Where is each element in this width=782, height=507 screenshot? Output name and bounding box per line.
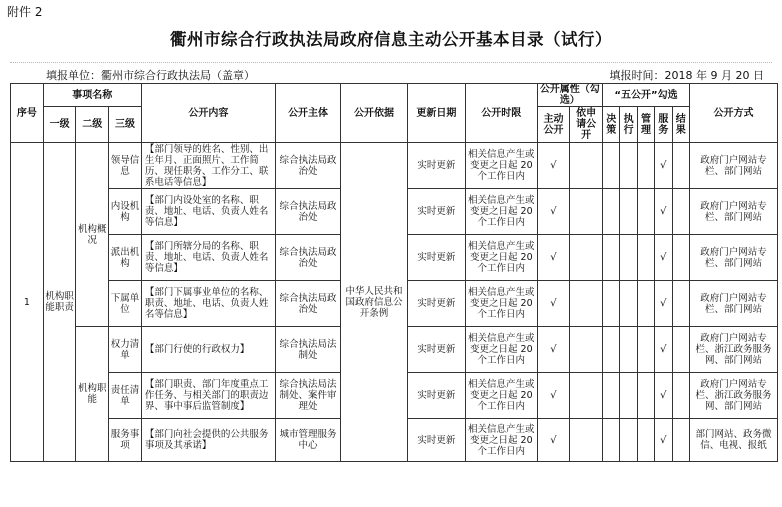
page-title: 衢州市综合行政执法局政府信息主动公开基本目录（试行） bbox=[170, 30, 612, 49]
cell-management bbox=[637, 419, 654, 462]
cell-active: √ bbox=[537, 327, 570, 373]
cell-service: √ bbox=[655, 235, 672, 281]
cell-seq: 1 bbox=[11, 143, 44, 462]
col-five-management: 管理 bbox=[637, 107, 654, 143]
col-five-execution: 执行 bbox=[620, 107, 637, 143]
col-attr-request: 依申请公开 bbox=[570, 107, 603, 143]
cell-result bbox=[672, 373, 689, 419]
cell-management bbox=[637, 189, 654, 235]
cell-result bbox=[672, 189, 689, 235]
cell-result bbox=[672, 419, 689, 462]
cell-level2: 机构概况 bbox=[76, 143, 109, 327]
cell-request bbox=[570, 327, 603, 373]
cell-management bbox=[637, 373, 654, 419]
cell-method: 政府门户网站专栏、部门网站 bbox=[689, 281, 777, 327]
cell-service: √ bbox=[655, 327, 672, 373]
cell-decision bbox=[603, 143, 620, 189]
cell-result bbox=[672, 143, 689, 189]
col-level3: 三级 bbox=[109, 107, 142, 143]
cell-content: 【部门内设处室的名称、职责、地址、电话、负责人姓名等信息】 bbox=[141, 189, 275, 235]
cell-method: 政府门户网站专栏、浙江政务服务网、部门网站 bbox=[689, 327, 777, 373]
cell-decision bbox=[603, 327, 620, 373]
cell-service: √ bbox=[655, 281, 672, 327]
col-update: 更新日期 bbox=[407, 84, 465, 143]
col-attr-active: 主动公开 bbox=[537, 107, 570, 143]
cell-decision bbox=[603, 419, 620, 462]
cell-service: √ bbox=[655, 143, 672, 189]
cell-update: 实时更新 bbox=[407, 373, 465, 419]
cell-method: 政府门户网站专栏、部门网站 bbox=[689, 143, 777, 189]
col-level2: 二级 bbox=[76, 107, 109, 143]
table-row bbox=[11, 143, 778, 189]
cell-execution bbox=[620, 373, 637, 419]
col-attr: 公开属性（勾选） bbox=[537, 84, 602, 107]
cell-execution bbox=[620, 419, 637, 462]
fill-unit: 填报单位：衢州市综合行政执法局（盖章） bbox=[46, 69, 255, 82]
cell-level2: 机构职能 bbox=[76, 327, 109, 462]
cell-active: √ bbox=[537, 235, 570, 281]
cell-subject: 综合执法局法制处 bbox=[275, 327, 340, 373]
cell-timelimit: 相关信息产生或变更之日起 20 个工作日内 bbox=[466, 419, 538, 462]
cell-subject: 综合执法局政治处 bbox=[275, 143, 340, 189]
cell-active: √ bbox=[537, 373, 570, 419]
cell-subject: 城市管理服务中心 bbox=[275, 419, 340, 462]
cell-decision bbox=[603, 281, 620, 327]
col-basis: 公开依据 bbox=[341, 84, 407, 143]
cell-content: 【部门职责、部门年度重点工作任务、与相关部门的职责边界、事中事后监管制度】 bbox=[141, 373, 275, 419]
cell-timelimit: 相关信息产生或变更之日起 20 个工作日内 bbox=[466, 189, 538, 235]
col-level1: 一级 bbox=[43, 107, 76, 143]
cell-subject: 综合执法局政治处 bbox=[275, 281, 340, 327]
cell-subject: 综合执法局政治处 bbox=[275, 235, 340, 281]
cell-execution bbox=[620, 327, 637, 373]
cell-request bbox=[570, 235, 603, 281]
cell-content: 【部门向社会提供的公共服务事项及其承诺】 bbox=[141, 419, 275, 462]
col-timelimit: 公开时限 bbox=[466, 84, 538, 143]
cell-request bbox=[570, 189, 603, 235]
cell-method: 政府门户网站专栏、浙江政务服务网、部门网站 bbox=[689, 373, 777, 419]
cell-content: 【部门领导的姓名、性别、出生年月、正面照片、工作简历、现任职务、工作分工、联系电话等信息】 bbox=[141, 143, 275, 189]
cell-active: √ bbox=[537, 281, 570, 327]
cell-update: 实时更新 bbox=[407, 143, 465, 189]
cell-timelimit: 相关信息产生或变更之日起 20 个工作日内 bbox=[466, 235, 538, 281]
cell-management bbox=[637, 327, 654, 373]
cell-timelimit: 相关信息产生或变更之日起 20 个工作日内 bbox=[466, 327, 538, 373]
cell-result bbox=[672, 235, 689, 281]
cell-decision bbox=[603, 235, 620, 281]
cell-content: 【部门行使的行政权力】 bbox=[141, 327, 275, 373]
cell-management bbox=[637, 235, 654, 281]
cell-method: 政府门户网站专栏、部门网站 bbox=[689, 189, 777, 235]
cell-request bbox=[570, 373, 603, 419]
cell-content: 【部门下属事业单位的名称、职责、地址、电话、负责人姓名等信息】 bbox=[141, 281, 275, 327]
directory-table bbox=[10, 83, 778, 462]
col-subject: 公开主体 bbox=[275, 84, 340, 143]
cell-basis: 中华人民共和国政府信息公开条例 bbox=[341, 143, 407, 462]
cell-execution bbox=[620, 281, 637, 327]
cell-subject: 综合执法局法制处、案件审理处 bbox=[275, 373, 340, 419]
cell-update: 实时更新 bbox=[407, 327, 465, 373]
cell-active: √ bbox=[537, 419, 570, 462]
cell-level3: 领导信息 bbox=[109, 143, 142, 189]
divider bbox=[10, 62, 772, 63]
cell-level3: 派出机构 bbox=[109, 235, 142, 281]
cell-level1: 机构职能职责 bbox=[43, 143, 76, 462]
cell-level3: 服务事项 bbox=[109, 419, 142, 462]
cell-subject: 综合执法局政治处 bbox=[275, 189, 340, 235]
fill-date: 填报时间：2018 年 9 月 20 日 bbox=[609, 69, 764, 82]
cell-active: √ bbox=[537, 143, 570, 189]
cell-service: √ bbox=[655, 373, 672, 419]
cell-level3: 权力清单 bbox=[109, 327, 142, 373]
cell-timelimit: 相关信息产生或变更之日起 20 个工作日内 bbox=[466, 143, 538, 189]
cell-active: √ bbox=[537, 189, 570, 235]
col-five-decision: 决策 bbox=[603, 107, 620, 143]
cell-management bbox=[637, 281, 654, 327]
cell-request bbox=[570, 281, 603, 327]
cell-service: √ bbox=[655, 189, 672, 235]
cell-level3: 责任清单 bbox=[109, 373, 142, 419]
cell-decision bbox=[603, 189, 620, 235]
cell-decision bbox=[603, 373, 620, 419]
cell-method: 部门网站、政务微信、电视、报纸 bbox=[689, 419, 777, 462]
col-five-service: 服务 bbox=[655, 107, 672, 143]
cell-method: 政府门户网站专栏、部门网站 bbox=[689, 235, 777, 281]
cell-request bbox=[570, 143, 603, 189]
cell-update: 实时更新 bbox=[407, 419, 465, 462]
cell-management bbox=[637, 143, 654, 189]
cell-execution bbox=[620, 189, 637, 235]
cell-result bbox=[672, 327, 689, 373]
cell-update: 实时更新 bbox=[407, 281, 465, 327]
cell-update: 实时更新 bbox=[407, 235, 465, 281]
cell-result bbox=[672, 281, 689, 327]
cell-content: 【部门所辖分局的名称、职责、地址、电话、负责人姓名等信息】 bbox=[141, 235, 275, 281]
cell-timelimit: 相关信息产生或变更之日起 20 个工作日内 bbox=[466, 373, 538, 419]
cell-update: 实时更新 bbox=[407, 189, 465, 235]
cell-request bbox=[570, 419, 603, 462]
col-seq: 序号 bbox=[11, 84, 44, 143]
cell-timelimit: 相关信息产生或变更之日起 20 个工作日内 bbox=[466, 281, 538, 327]
cell-execution bbox=[620, 143, 637, 189]
cell-execution bbox=[620, 235, 637, 281]
cell-service: √ bbox=[655, 419, 672, 462]
col-five-open: “五公开”勾选 bbox=[603, 84, 690, 107]
col-method: 公开方式 bbox=[689, 84, 777, 143]
col-item-name: 事项名称 bbox=[43, 84, 141, 107]
cell-level3: 内设机构 bbox=[109, 189, 142, 235]
col-content: 公开内容 bbox=[141, 84, 275, 143]
cell-level3: 下属单位 bbox=[109, 281, 142, 327]
attachment-label: 附件 2 bbox=[7, 5, 43, 19]
col-five-result: 结果 bbox=[672, 107, 689, 143]
